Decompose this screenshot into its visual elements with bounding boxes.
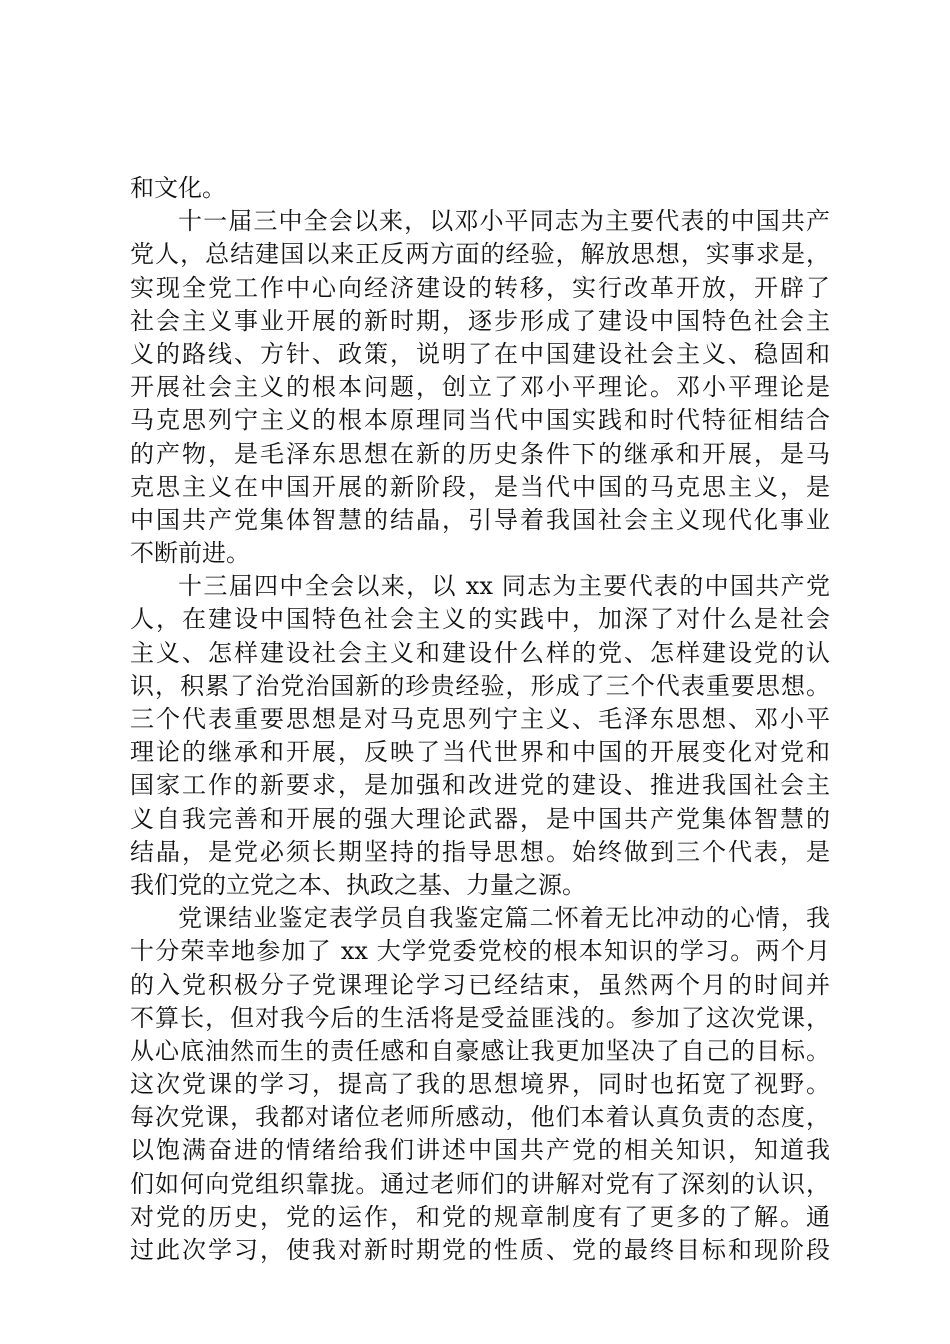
text-line: 的产物，是毛泽东思想在新的历史条件下的继承和开展，是马 xyxy=(130,439,830,468)
text-line: 党人，总结建国以来正反两方面的经验，解放思想，实事求是， xyxy=(130,240,830,269)
text-line: 过此次学习，使我对新时期党的性质、党的最终目标和现阶段 xyxy=(130,1236,830,1264)
text-line: 结晶，是党必须长期坚持的指导思想。始终做到三个代表，是 xyxy=(130,837,830,866)
document-body xyxy=(130,172,830,1267)
text-line: 每次党课，我都对诸位老师所感动，他们本着认真负责的态度， xyxy=(130,1103,830,1132)
text-line: 理论的继承和开展，反映了当代世界和中国的开展变化对党和 xyxy=(130,738,830,767)
text-line: 不算长，但对我今后的生活将是受益匪浅的。参加了这次党课， xyxy=(130,1003,830,1032)
text-line: 识，积累了治党治国新的珍贵经验，形成了三个代表重要思想。 xyxy=(130,671,830,700)
text-line: 十分荣幸地参加了 xx 大学党委党校的根本知识的学习。两个月 xyxy=(130,937,830,966)
text-line: 开展社会主义的根本问题，创立了邓小平理论。邓小平理论是 xyxy=(130,373,830,402)
text-line: 不断前进。 xyxy=(130,539,250,568)
text-line: 社会主义事业开展的新时期，逐步形成了建设中国特色社会主 xyxy=(130,306,830,335)
text-line: 的入党积极分子党课理论学习已经结束，虽然两个月的时间并 xyxy=(130,970,830,999)
text-line: 对党的历史，党的运作，和党的规章制度有了更多的了解。通 xyxy=(130,1202,830,1231)
text-line: 国家工作的新要求，是加强和改进党的建设、推进我国社会主 xyxy=(130,771,830,800)
text-line: 和文化。 xyxy=(130,174,226,202)
text-line: 义自我完善和开展的强大理论武器，是中国共产党集体智慧的 xyxy=(130,804,830,833)
text-line: 马克思列宁主义的根本原理同当代中国实践和时代特征相结合 xyxy=(130,406,830,435)
text-line: 实现全党工作中心向经济建设的转移，实行改革开放，开辟了 xyxy=(130,273,830,302)
text-line: 我们党的立党之本、执政之基、力量之源。 xyxy=(130,870,586,899)
text-line: 三个代表重要思想是对马克思列宁主义、毛泽东思想、邓小平 xyxy=(130,705,830,733)
paragraph-first-line: 十三届四中全会以来，以 xx 同志为主要代表的中国共产党 xyxy=(178,572,830,601)
paragraph-first-line: 十一届三中全会以来，以邓小平同志为主要代表的中国共产 xyxy=(178,207,830,236)
text-line: 们如何向党组织靠拢。通过老师们的讲解对党有了深刻的认识， xyxy=(130,1169,830,1198)
text-line: 从心底油然而生的责任感和自豪感让我更加坚决了自己的目标。 xyxy=(130,1036,830,1065)
text-line: 人，在建设中国特色社会主义的实践中，加深了对什么是社会 xyxy=(130,605,830,634)
text-line: 义的路线、方针、政策，说明了在中国建设社会主义、稳固和 xyxy=(130,339,830,368)
text-line: 中国共产党集体智慧的结晶，引导着我国社会主义现代化事业 xyxy=(130,505,830,534)
paragraph-first-line: 党课结业鉴定表学员自我鉴定篇二怀着无比冲动的心情，我 xyxy=(178,904,830,933)
text-line: 以饱满奋进的情绪给我们讲述中国共产党的相关知识，知道我 xyxy=(130,1136,830,1165)
text-line: 克思主义在中国开展的新阶段，是当代中国的马克思主义，是 xyxy=(130,472,830,501)
text-line: 主义、怎样建设社会主义和建设什么样的党、怎样建设党的认 xyxy=(130,638,830,667)
text-line: 这次党课的学习，提高了我的思想境界，同时也拓宽了视野。 xyxy=(130,1070,830,1099)
